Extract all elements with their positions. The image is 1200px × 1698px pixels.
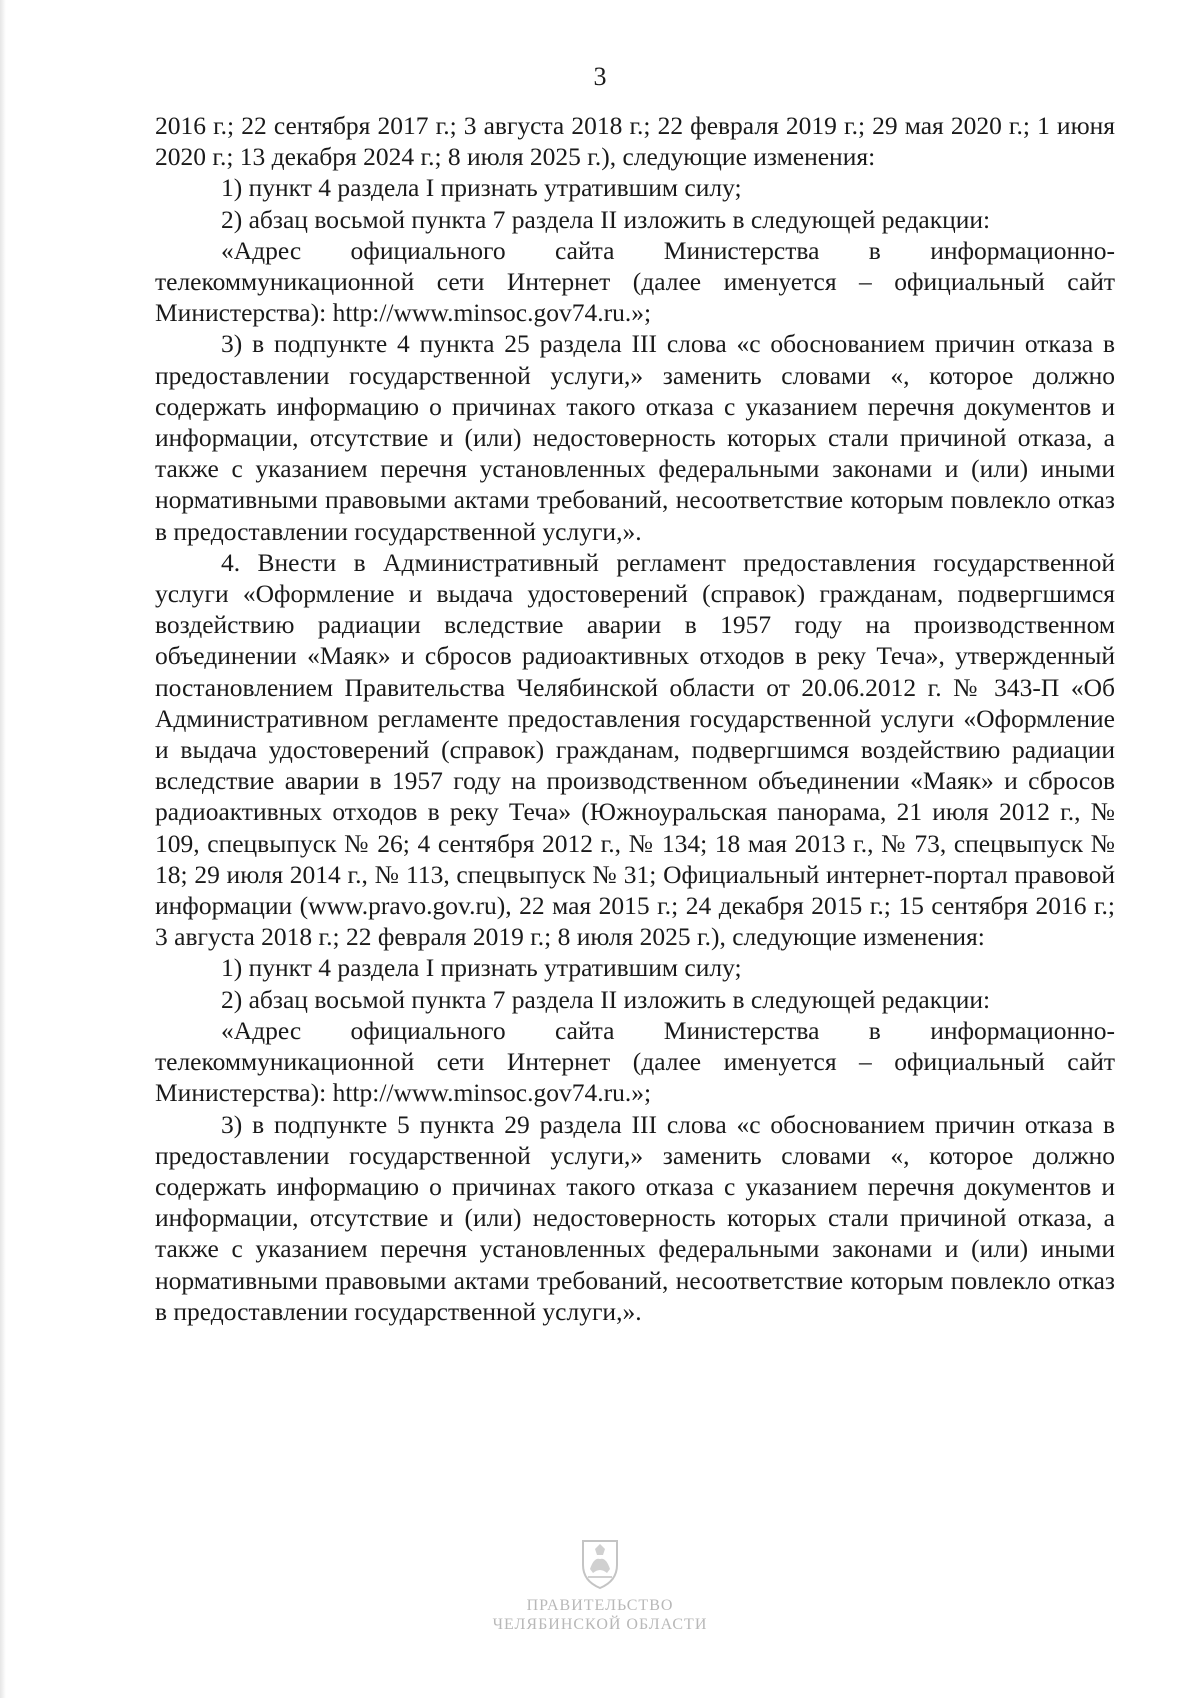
paragraph-quote: «Адрес официального сайта Министерства в информационно-телекоммуникационной сети Интернет (далее именуется – официальный сайт Министерства): http://www.minsoc.gov74.ru.»; (155, 1015, 1115, 1108)
coat-of-arms-icon (579, 1535, 621, 1591)
paragraph-continuation: 2016 г.; 22 сентября 2017 г.; 3 августа 2018 г.; 22 февраля 2019 г.; 29 мая 2020 г.; 1 июня 2020 г.; 13 декабря 2024 г.; 8 июля 2025 г.), следующие изменения: (155, 111, 1115, 172)
stamp-line-2: ЧЕЛЯБИНСКОЙ ОБЛАСТИ (492, 1616, 708, 1633)
paragraph-item: 1) пункт 4 раздела I признать утратившим силу; (221, 173, 742, 203)
paragraph-item: 2) абзац восьмой пункта 7 раздела II изложить в следующей редакции: (221, 204, 991, 234)
paragraph-item: 3) в подпункте 4 пункта 25 раздела III слова «с обоснованием причин отказа в предоставлении государственной услуги,» заменить словами «, которое должно содержать информацию о причинах такого отказа с указанием перечня документов и информации, отсутствие и (или) недостоверность которых стали причиной отказа, а также с указанием перечня установленных федеральными законами и (или) иными нормативными правовыми актами требований, несоответствие которым повлекло отказ в предоставлении государственной услуги,». (155, 329, 1115, 546)
stamp-line-1: ПРАВИТЕЛЬСТВО (526, 1597, 674, 1614)
page-number: 3 (593, 62, 607, 91)
paragraph-item: 1) пункт 4 раздела I признать утратившим силу; (221, 953, 742, 983)
paragraph-item: 3) в подпункте 5 пункта 29 раздела III слова «с обоснованием причин отказа в предоставлении государственной услуги,» заменить словами «, которое должно содержать информацию о причинах такого отказа с указанием перечня документов и информации, отсутствие и (или) недостоверность которых стали причиной отказа, а также с указанием перечня установленных федеральными законами и (или) иными нормативными правовыми актами требований, несоответствие которым повлекло отказ в предоставлении государственной услуги,». (155, 1109, 1115, 1326)
paragraph-section-4: 4. Внести в Административный регламент предоставления государственной услуги «Оформление и выдача удостоверений (справок) гражданам, подвергшимся воздействию радиации вследствие аварии в 1957 году на производственном объединении «Маяк» и сбросов радиоактивных отходов в реку Теча», утвержденный постановлением Правительства Челябинской области от 20.06.2012 г. № 343-П «Об Административном регламенте предоставления государственной услуги «Оформление и выдача удостоверений (справок) гражданам, подвергшимся воздействию радиации вследствие аварии в 1957 году на производственном объединении «Маяк» и сбросов радиоактивных отходов в реку Теча» (Южноуральская панорама, 21 июля 2012 г., № 109, спецвыпуск № 26; 4 сентября 2012 г., № 134; 18 мая 2013 г., № 73, спецвыпуск № 18; 29 июля 2014 г., № 113, спецвыпуск № 31; Официальный интернет-портал правовой информации (www.pravo.gov.ru), 22 мая 2015 г.; 24 декабря 2015 г.; 15 сентября 2016 г.; 3 августа 2018 г.; 22 февраля 2019 г.; 8 июля 2025 г.), следующие изменения: (155, 547, 1115, 952)
paragraph-quote: «Адрес официального сайта Министерства в информационно-телекоммуникационной сети Интернет (далее именуется – официальный сайт Министерства): http://www.minsoc.gov74.ru.»; (155, 235, 1115, 328)
government-stamp (0, 1535, 1200, 1634)
document-body (155, 110, 1115, 1327)
paragraph-item: 2) абзац восьмой пункта 7 раздела II изложить в следующей редакции: (221, 984, 991, 1014)
scan-edge (0, 0, 6, 1698)
